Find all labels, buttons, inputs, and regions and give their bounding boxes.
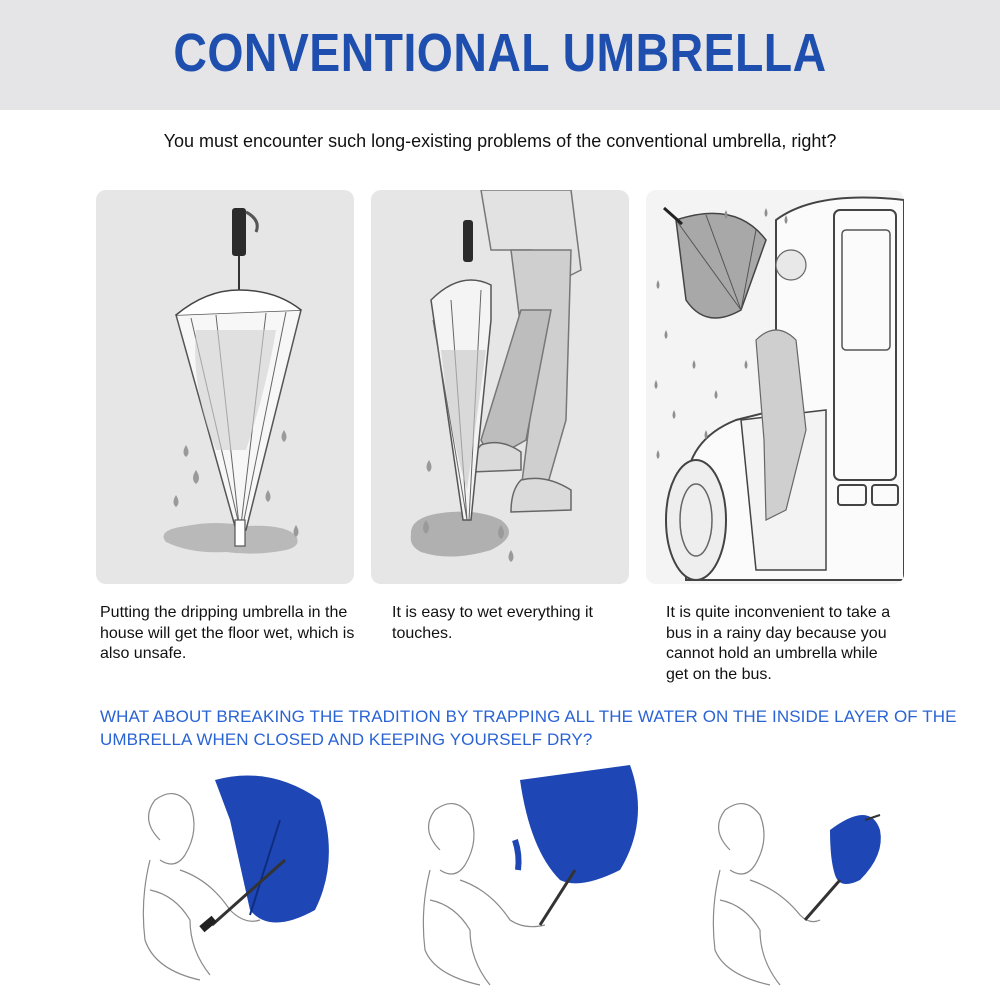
- woman-open-umbrella-drawing: [120, 760, 380, 990]
- umbrella-shaft: [805, 880, 840, 920]
- inverting-umbrella-canopy: [520, 765, 638, 883]
- tradition-question: WHAT ABOUT BREAKING THE TRADITION BY TRAPPING ALL THE WATER ON THE INSIDE LAYER OF THE UMBRELLA WHEN CLOSED AND KEEPING YOURSELF DRY?: [100, 707, 957, 749]
- bus-boarding-drawing: [646, 190, 904, 584]
- puddle-shape: [411, 512, 509, 557]
- page-title: CONVENTIONAL UMBRELLA: [173, 23, 827, 83]
- demo-inverting-umbrella: [400, 760, 660, 990]
- demo-open-umbrella: [120, 760, 380, 990]
- closed-umbrella-canopy: [830, 815, 881, 884]
- dripping-umbrella-drawing: [96, 190, 354, 584]
- intro-text: You must encounter such long-existing problems of the conventional umbrella, right?: [163, 131, 837, 151]
- canopy-shape: [676, 213, 766, 318]
- title-banner: [0, 0, 1000, 110]
- problem-illustration-dripping-umbrella: [96, 190, 354, 584]
- caption-wet-legs: It is easy to wet everything it touches.: [392, 604, 593, 642]
- woman-closed-umbrella-drawing: [690, 760, 910, 990]
- wet-legs-drawing: [371, 190, 629, 584]
- caption-bus: It is quite inconvenient to take a bus in a rainy day because you cannot hold an umbrella while get on the bus.: [666, 604, 891, 683]
- problem-illustration-bus: [646, 190, 904, 584]
- caption-dripping-umbrella: Putting the dripping umbrella in the house will get the floor wet, which is also unsafe.: [100, 604, 355, 662]
- woman-sketch: [713, 804, 820, 985]
- woman-sketch: [423, 804, 545, 985]
- puddle-shape: [164, 523, 298, 554]
- wheel: [666, 460, 726, 580]
- open-umbrella-canopy: [215, 776, 329, 923]
- woman-inverting-umbrella-drawing: [400, 760, 660, 990]
- umbrella-shaft: [540, 870, 575, 925]
- problem-illustration-wet-legs: [371, 190, 629, 584]
- demo-closed-umbrella: [690, 760, 910, 990]
- handle-shape: [232, 208, 246, 256]
